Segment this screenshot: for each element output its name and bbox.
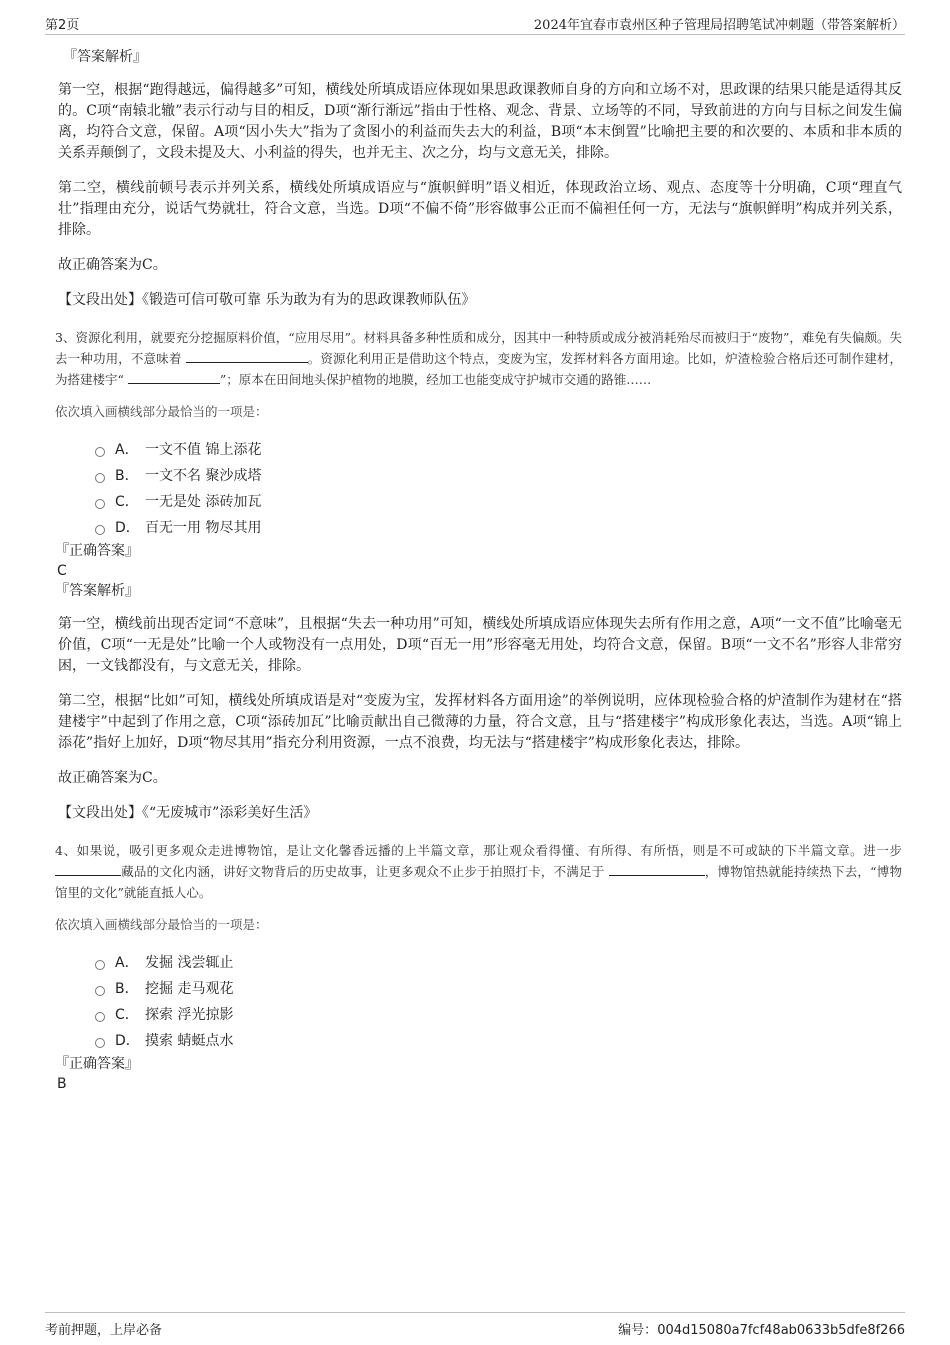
- radio-button[interactable]: [95, 986, 105, 996]
- analysis-paragraph: 第二空，横线前顿号表示并列关系，横线处所填成语应与“旗帜鲜明”语义相近，体现政治立场、观点、态度等十分明确，C项“理直气壮”指理由充分，说话气势就壮，符合文意，当选。D项“不偏不倚”形容做事公正而不偏袒任何一方，无法与“旗帜鲜明”构成并列关系，排除。: [58, 180, 902, 238]
- page-header: [45, 14, 905, 35]
- analysis-paragraph: 第二空，根据“比如”可知，横线处所填成语是对“变废为宝，发挥材料各方面用途”的举例说明，应体现检验合格的炉渣制作为建材在“搭建楼宇”中起到了作用之意，C项“添砖加瓦”比喻贡献出自己微薄的力量，符合文意，且与“搭建楼宇”构成形象化表达，当选。A项“锦上添花”指好上加好，D项“物尽其用”指充分利用资源，一点不浪费，均无法与“搭建楼宇”构成形象化表达，排除。: [58, 693, 902, 751]
- fill-blank: [128, 370, 220, 384]
- radio-button[interactable]: [95, 499, 105, 509]
- option-letter: B．: [115, 981, 139, 997]
- option-c[interactable]: [95, 1001, 902, 1027]
- option-a[interactable]: [95, 949, 902, 975]
- radio-button[interactable]: [95, 1012, 105, 1022]
- option-text: 挖掘 走马观花: [145, 981, 234, 997]
- question-3: [55, 327, 902, 824]
- question-text: 4、如果说，吸引更多观众走进博物馆，是让文化馨香远播的上半篇文章，那让观众看得懂、有所得、有所悟，则是不可或缺的下半篇文章。进一步 藏品的文化内涵，讲好文物背后的历史故事，让更多观众不止步于拍照打卡，不满足于 ，博物馆热就能持续热下去，“博物馆里的文化”就能直抵人心。: [55, 843, 902, 900]
- option-text: 一文不名 聚沙成塔: [145, 468, 262, 484]
- analysis-tag: 『答案解析』: [55, 583, 139, 599]
- option-list: [95, 436, 902, 540]
- document-title: 2024年宜春市袁州区种子管理局招聘笔试冲刺题（带答案解析）: [533, 18, 905, 33]
- answer-conclusion: 故正确答案为C。: [58, 770, 167, 786]
- answer-conclusion: 故正确答案为C。: [58, 257, 167, 273]
- option-text: 百无一用 物尽其用: [145, 520, 262, 536]
- question-prompt: 依次填入画横线部分最恰当的一项是：: [55, 917, 268, 932]
- correct-answer-tag: 『正确答案』: [55, 543, 139, 559]
- option-letter: D．: [115, 520, 140, 536]
- option-text: 一无是处 添砖加瓦: [145, 494, 262, 510]
- option-text: 摸索 蜻蜓点水: [145, 1033, 234, 1049]
- option-letter: C．: [115, 494, 139, 510]
- radio-button[interactable]: [95, 960, 105, 970]
- footer-slogan: 考前押题，上岸必备: [45, 1323, 163, 1338]
- analysis-paragraph: 第一空，横线前出现否定词“不意味”，且根据“失去一种功用”可知，横线处所填成语应体现失去所有作用之意，A项“一文不值”比喻毫无价值，C项“一无是处”比喻一个人或物没有一点用处，D项“百无一用”形容毫无用处，均符合文意，保留。B项“一文不名”形容人非常穷困，一文钱都没有，与文意无关，排除。: [58, 616, 902, 674]
- fill-blank: [186, 349, 308, 363]
- option-b[interactable]: [95, 975, 902, 1001]
- page-footer: [45, 1312, 905, 1338]
- analysis-tag: 『答案解析』: [63, 49, 147, 65]
- option-text: 一文不值 锦上添花: [145, 442, 262, 458]
- option-list: [95, 949, 902, 1053]
- option-a[interactable]: [95, 436, 902, 462]
- correct-answer-tag: 『正确答案』: [55, 1056, 139, 1072]
- option-letter: A．: [115, 442, 139, 458]
- question-prompt: 依次填入画横线部分最恰当的一项是：: [55, 404, 268, 419]
- analysis-paragraph: 第一空，根据“跑得越远，偏得越多”可知，横线处所填成语应体现如果思政课教师自身的方向和立场不对，思政课的结果只能是适得其反的。C项“南辕北辙”表示行动与目的相反，D项“渐行渐远”指由于性格、观念、背景、立场等的不同，导致前进的方向与目标之间发生偏离，均符合文意，保留。A项“因小失大”指为了贪图小的利益而失去大的利益，B项“本末倒置”比喻把主要的和次要的、本质和非本质的关系弄颠倒了，文段未提及大、小利益的得失，也并无主、次之分，均与文意无关，排除。: [58, 82, 902, 161]
- radio-button[interactable]: [95, 473, 105, 483]
- option-text: 发掘 浅尝辄止: [145, 955, 234, 971]
- correct-answer: C: [57, 563, 67, 579]
- correct-answer: B: [57, 1076, 67, 1092]
- option-letter: D．: [115, 1033, 140, 1049]
- question-4: [55, 840, 902, 1093]
- fill-blank: [55, 862, 121, 876]
- radio-button[interactable]: [95, 447, 105, 457]
- page-number: 第2页: [45, 18, 80, 33]
- option-d[interactable]: [95, 1027, 902, 1053]
- page-content: [55, 46, 902, 1093]
- option-text: 探索 浮光掠影: [145, 1007, 234, 1023]
- option-letter: B．: [115, 468, 139, 484]
- option-c[interactable]: [95, 488, 902, 514]
- option-letter: C．: [115, 1007, 139, 1023]
- radio-button[interactable]: [95, 525, 105, 535]
- option-d[interactable]: [95, 514, 902, 540]
- question-text: 3、资源化利用，就要充分挖掘原料价值，“应用尽用”。材料具备多种性质和成分，因其中一种特质或成分被消耗殆尽而被归于“废物”，难免有失偏颇。失去一种功用，不意味着 。资源化利用正是借助这个特点，变废为宝，发挥材料各方面用途。比如，炉渣检验合格后还可制作建材，为搭建楼宇“ ”；原本在田间地头保护植物的地膜，经加工也能变成守护城市交通的路锥……: [55, 330, 902, 387]
- option-b[interactable]: [95, 462, 902, 488]
- text-source: 【文段出处】《锻造可信可敬可靠 乐为敢为有为的思政课教师队伍》: [58, 292, 476, 308]
- option-letter: A．: [115, 955, 139, 971]
- text-source: 【文段出处】《“无废城市”添彩美好生活》: [58, 805, 318, 821]
- fill-blank: [609, 862, 705, 876]
- radio-button[interactable]: [95, 1038, 105, 1048]
- document-code: 编号：004d15080a7fcf48ab0633b5dfe8f266: [618, 1323, 905, 1338]
